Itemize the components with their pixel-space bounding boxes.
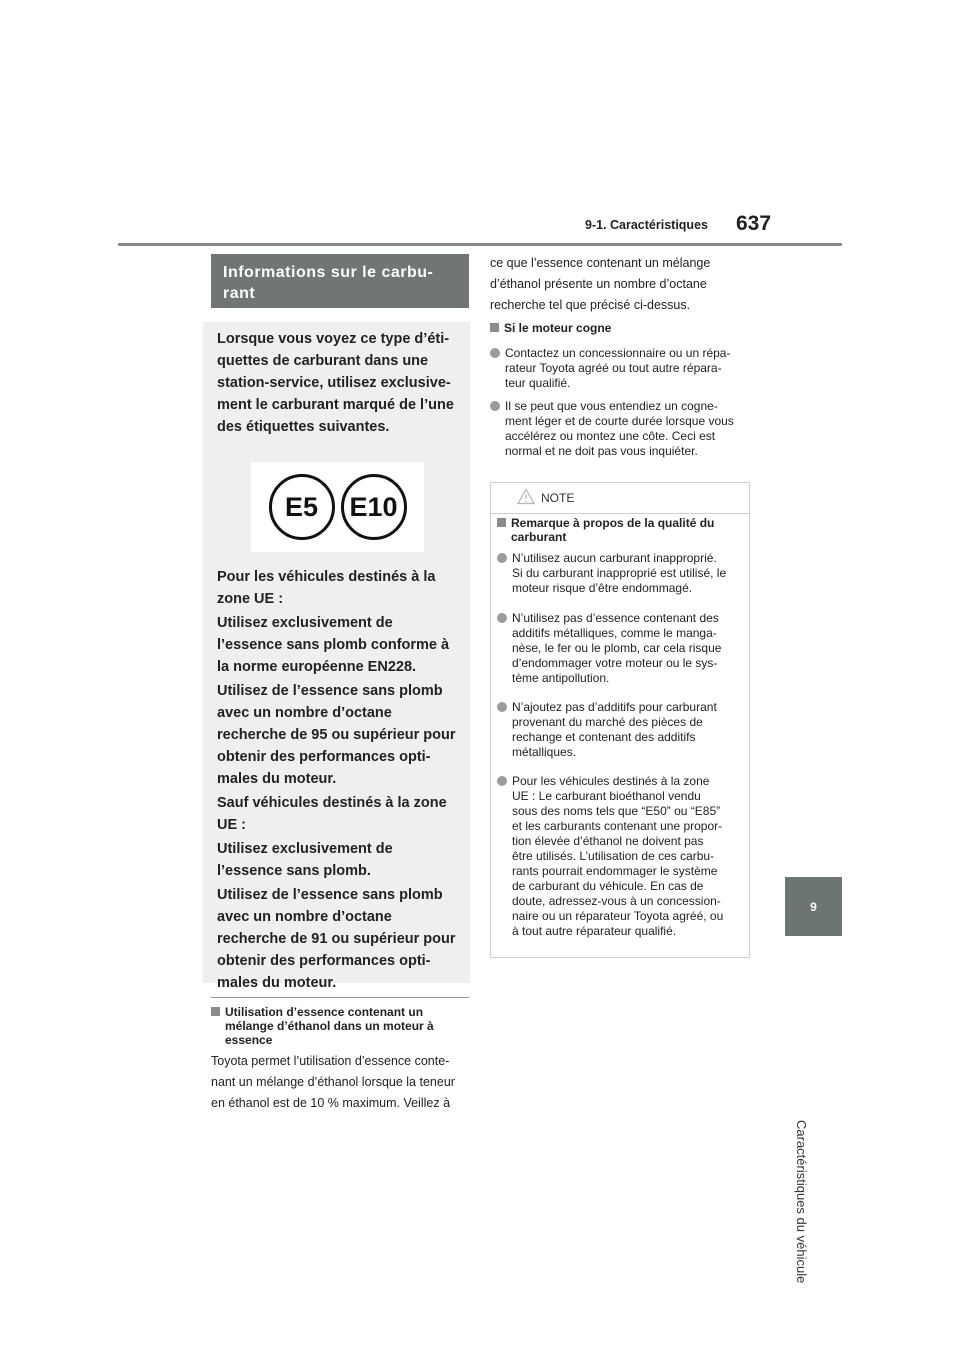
text-line: Remarque à propos de la qualité du	[511, 516, 715, 530]
note-bullet	[497, 774, 747, 939]
fuel-labels-illustration	[251, 462, 424, 552]
text-line: recherche de 95 ou supérieur pour	[217, 727, 456, 743]
note-header	[491, 483, 749, 514]
text-line: la norme européenne EN228.	[217, 659, 417, 675]
text-line: tème antipollution.	[512, 671, 610, 685]
ethanol-text-right	[490, 253, 752, 316]
ethanol-heading	[211, 1005, 469, 1047]
text-line: essence	[225, 1033, 273, 1047]
warning-triangle-icon	[517, 488, 535, 510]
bullet-dot-icon	[497, 553, 507, 563]
text-line: en éthanol est de 10 % maximum. Veillez à	[211, 1096, 451, 1110]
note-bullet	[497, 700, 747, 760]
text-line: rateur Toyota agréé ou tout autre répara-	[505, 361, 722, 375]
text-line: normal et ne doit pas vous inquiéter.	[505, 444, 698, 458]
text-line: naire ou un réparateur Toyota agréé, ou	[512, 909, 724, 923]
text-line: Lorsque vous voyez ce type d’éti-	[217, 331, 450, 347]
header-divider	[118, 243, 842, 246]
section-divider	[211, 997, 469, 998]
text-line: N’utilisez pas d’essence contenant des	[512, 611, 719, 625]
eu-octane-paragraph	[217, 680, 458, 790]
bullet-dot-icon	[497, 776, 507, 786]
fuel-label-e5: E5	[269, 474, 335, 540]
text-line: station-service, utilisez exclusive-	[217, 375, 451, 391]
non-eu-fuel-paragraph	[217, 838, 458, 882]
text-line: Utilisez de l’essence sans plomb	[217, 683, 443, 699]
text-line: zone UE :	[217, 591, 284, 607]
section-title: 9-1. Caractéristiques	[585, 218, 708, 232]
intro-paragraph	[217, 328, 458, 438]
non-eu-zone-paragraph	[217, 792, 458, 836]
text-line: teur qualifié.	[505, 376, 571, 390]
knock-bullet	[490, 346, 752, 391]
fuel-info-box	[203, 322, 470, 991]
chapter-number: 9	[810, 899, 817, 914]
text-line: Utilisez exclusivement de	[217, 841, 393, 857]
chapter-title: Caractéristiques du véhicule	[794, 1120, 809, 1284]
text-line: Contactez un concessionnaire ou un répa-	[505, 346, 731, 360]
text-line: des étiquettes suivantes.	[217, 419, 390, 435]
info-title-line: Informations sur le carbu-	[223, 264, 434, 281]
text-line: Si du carburant inapproprié est utilisé, le	[512, 566, 727, 580]
text-line: ment léger et de courte durée lorsque vous	[505, 414, 734, 428]
square-bullet-icon	[497, 518, 506, 527]
note-bullet	[497, 611, 747, 686]
text-line: doute, adressez-vous à un concession-	[512, 894, 721, 908]
text-line: males du moteur.	[217, 975, 337, 991]
note-bullet	[497, 551, 747, 596]
text-line: Toyota permet l’utilisation d’essence conte-	[211, 1054, 450, 1068]
text-line: tion élevée d’éthanol ne doivent pas	[512, 834, 704, 848]
info-section-title	[211, 254, 469, 308]
text-line: rechange et contenant des additifs	[512, 730, 696, 744]
text-line: UE :	[217, 817, 246, 833]
text-line: N’ajoutez pas d’additifs pour carburant	[512, 700, 717, 714]
text-line: quettes de carburant dans une	[217, 353, 429, 369]
text-line: nèse, le fer ou le plomb, car cela risque	[512, 641, 722, 655]
text-line: avec un nombre d’octane	[217, 705, 392, 721]
text-line: mélange d’éthanol dans un moteur à	[225, 1019, 434, 1033]
text-line: l’essence sans plomb conforme à	[217, 637, 450, 653]
square-bullet-icon	[490, 323, 499, 332]
fuel-label-e10: E10	[341, 474, 407, 540]
note-heading	[497, 516, 745, 544]
text-line: N’utilisez aucun carburant inapproprié.	[512, 551, 717, 565]
text-line: Utilisation d’essence contenant un	[225, 1005, 424, 1019]
text-line: Si le moteur cogne	[504, 321, 612, 335]
text-line: d’éthanol présente un nombre d’octane	[490, 277, 707, 291]
text-line: UE : Le carburant bioéthanol vendu	[512, 789, 701, 803]
text-line: de carburant du véhicule. En cas de	[512, 879, 704, 893]
text-line: avec un nombre d’octane	[217, 909, 392, 925]
text-line: rants pourrait endommager le système	[512, 864, 718, 878]
text-line: obtenir des performances opti-	[217, 749, 431, 765]
text-line: additifs métalliques, comme le manga-	[512, 626, 717, 640]
text-line: à tout autre réparateur qualifié.	[512, 924, 677, 938]
text-line: recherche tel que précisé ci-dessus.	[490, 298, 691, 312]
eu-zone-paragraph	[217, 566, 458, 610]
text-line: sous des noms tels que “E50” ou “E85”	[512, 804, 721, 818]
text-line: carburant	[511, 530, 567, 544]
page-number: 637	[736, 212, 772, 235]
text-line: d’endommager votre moteur ou le sys-	[512, 656, 718, 670]
text-line: accélérez ou montez une côte. Ceci est	[505, 429, 716, 443]
chapter-tab	[785, 877, 842, 936]
note-label: NOTE	[541, 491, 575, 505]
text-line: obtenir des performances opti-	[217, 953, 431, 969]
bullet-dot-icon	[490, 401, 500, 411]
bullet-dot-icon	[497, 702, 507, 712]
square-bullet-icon	[211, 1007, 220, 1016]
text-line: métalliques.	[512, 745, 577, 759]
note-box	[490, 482, 750, 958]
text-line: l’essence sans plomb.	[217, 863, 371, 879]
info-title-line: rant	[223, 285, 256, 302]
text-line: Pour les véhicules destinés à la	[217, 569, 436, 585]
eu-fuel-paragraph	[217, 612, 458, 678]
knock-bullet	[490, 399, 752, 459]
text-line: nant un mélange d’éthanol lorsque la teneur	[211, 1075, 455, 1089]
text-line: Utilisez exclusivement de	[217, 615, 393, 631]
text-line: Pour les véhicules destinés à la zone	[512, 774, 710, 788]
text-line: et les carburants contenant une propor-	[512, 819, 723, 833]
knock-heading	[490, 321, 750, 335]
bullet-dot-icon	[497, 613, 507, 623]
non-eu-octane-paragraph	[217, 884, 458, 994]
text-line: Sauf véhicules destinés à la zone	[217, 795, 447, 811]
text-line: Utilisez de l’essence sans plomb	[217, 887, 443, 903]
text-line: males du moteur.	[217, 771, 337, 787]
bullet-dot-icon	[490, 348, 500, 358]
text-line: recherche de 91 ou supérieur pour	[217, 931, 456, 947]
text-line: ment le carburant marqué de l’une	[217, 397, 454, 413]
text-line: ce que l’essence contenant un mélange	[490, 256, 711, 270]
text-line: moteur risque d’être endommagé.	[512, 581, 693, 595]
text-line: être utilisés. L’utilisation de ces carbu-	[512, 849, 715, 863]
text-line: provenant du marché des pièces de	[512, 715, 703, 729]
text-line: Il se peut que vous entendiez un cogne-	[505, 399, 718, 413]
ethanol-text-left	[211, 1051, 471, 1114]
